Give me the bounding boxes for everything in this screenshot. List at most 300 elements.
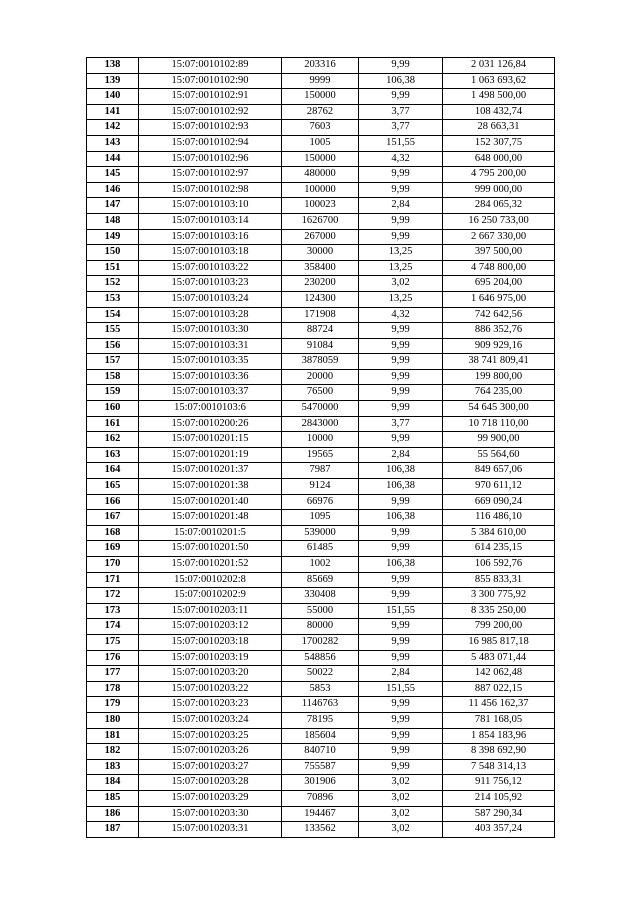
cost-value-cell: 403 357,24 bbox=[443, 822, 555, 838]
row-number-cell: 138 bbox=[87, 58, 139, 74]
cost-value-cell: 1 854 183,96 bbox=[443, 728, 555, 744]
cadastral-number-cell: 15:07:0010203:25 bbox=[139, 728, 282, 744]
rate-value-cell: 151,55 bbox=[359, 681, 443, 697]
rate-value-cell: 106,38 bbox=[359, 557, 443, 573]
table-row bbox=[87, 697, 555, 713]
cost-value-cell: 99 900,00 bbox=[443, 432, 555, 448]
row-number-cell: 179 bbox=[87, 697, 139, 713]
cost-value-cell: 886 352,76 bbox=[443, 323, 555, 339]
table-row bbox=[87, 432, 555, 448]
rate-value-cell: 106,38 bbox=[359, 510, 443, 526]
area-value-cell: 55000 bbox=[282, 603, 359, 619]
row-number-cell: 178 bbox=[87, 681, 139, 697]
rate-value-cell: 3,02 bbox=[359, 822, 443, 838]
row-number-cell: 182 bbox=[87, 744, 139, 760]
table-row bbox=[87, 338, 555, 354]
cadastral-number-cell: 15:07:0010103:10 bbox=[139, 198, 282, 214]
row-number-cell: 181 bbox=[87, 728, 139, 744]
cost-value-cell: 2 667 330,00 bbox=[443, 229, 555, 245]
table-row bbox=[87, 307, 555, 323]
row-number-cell: 145 bbox=[87, 167, 139, 183]
rate-value-cell: 9,99 bbox=[359, 432, 443, 448]
rate-value-cell: 9,99 bbox=[359, 182, 443, 198]
cost-value-cell: 7 548 314,13 bbox=[443, 759, 555, 775]
cadastral-number-cell: 15:07:0010201:37 bbox=[139, 463, 282, 479]
table-row bbox=[87, 744, 555, 760]
rate-value-cell: 9,99 bbox=[359, 58, 443, 74]
area-value-cell: 80000 bbox=[282, 619, 359, 635]
cost-value-cell: 397 500,00 bbox=[443, 245, 555, 261]
cadastral-number-cell: 15:07:0010203:20 bbox=[139, 666, 282, 682]
area-value-cell: 91084 bbox=[282, 338, 359, 354]
table-row bbox=[87, 572, 555, 588]
row-number-cell: 172 bbox=[87, 588, 139, 604]
area-value-cell: 50022 bbox=[282, 666, 359, 682]
row-number-cell: 162 bbox=[87, 432, 139, 448]
table-row bbox=[87, 369, 555, 385]
area-value-cell: 78195 bbox=[282, 712, 359, 728]
table-row bbox=[87, 198, 555, 214]
cadastral-number-cell: 15:07:0010103:30 bbox=[139, 323, 282, 339]
row-number-cell: 150 bbox=[87, 245, 139, 261]
cost-value-cell: 1 646 975,00 bbox=[443, 291, 555, 307]
cost-value-cell: 16 985 817,18 bbox=[443, 634, 555, 650]
area-value-cell: 76500 bbox=[282, 385, 359, 401]
cadastral-number-cell: 15:07:0010203:26 bbox=[139, 744, 282, 760]
area-value-cell: 85669 bbox=[282, 572, 359, 588]
area-value-cell: 61485 bbox=[282, 541, 359, 557]
area-value-cell: 20000 bbox=[282, 369, 359, 385]
rate-value-cell: 4,32 bbox=[359, 151, 443, 167]
rate-value-cell: 2,84 bbox=[359, 198, 443, 214]
table-row bbox=[87, 276, 555, 292]
row-number-cell: 166 bbox=[87, 494, 139, 510]
cost-value-cell: 199 800,00 bbox=[443, 369, 555, 385]
cost-value-cell: 10 718 110,00 bbox=[443, 416, 555, 432]
table-row bbox=[87, 213, 555, 229]
table-row bbox=[87, 401, 555, 417]
row-number-cell: 139 bbox=[87, 73, 139, 89]
cost-value-cell: 11 456 162,37 bbox=[443, 697, 555, 713]
area-value-cell: 66976 bbox=[282, 494, 359, 510]
cost-value-cell: 16 250 733,00 bbox=[443, 213, 555, 229]
row-number-cell: 144 bbox=[87, 151, 139, 167]
cost-value-cell: 1 498 500,00 bbox=[443, 89, 555, 105]
row-number-cell: 153 bbox=[87, 291, 139, 307]
cadastral-number-cell: 15:07:0010102:94 bbox=[139, 135, 282, 151]
table-row bbox=[87, 354, 555, 370]
area-value-cell: 755587 bbox=[282, 759, 359, 775]
cadastral-number-cell: 15:07:0010103:31 bbox=[139, 338, 282, 354]
cost-value-cell: 999 000,00 bbox=[443, 182, 555, 198]
table-row bbox=[87, 167, 555, 183]
table-row bbox=[87, 634, 555, 650]
cost-value-cell: 4 795 200,00 bbox=[443, 167, 555, 183]
row-number-cell: 169 bbox=[87, 541, 139, 557]
area-value-cell: 7987 bbox=[282, 463, 359, 479]
cadastral-number-cell: 15:07:0010203:30 bbox=[139, 806, 282, 822]
rate-value-cell: 2,84 bbox=[359, 666, 443, 682]
rate-value-cell: 9,99 bbox=[359, 619, 443, 635]
rate-value-cell: 151,55 bbox=[359, 603, 443, 619]
rate-value-cell: 13,25 bbox=[359, 291, 443, 307]
cost-value-cell: 781 168,05 bbox=[443, 712, 555, 728]
table-row bbox=[87, 120, 555, 136]
table-row bbox=[87, 447, 555, 463]
table-row bbox=[87, 385, 555, 401]
cost-value-cell: 855 833,31 bbox=[443, 572, 555, 588]
row-number-cell: 147 bbox=[87, 198, 139, 214]
cadastral-number-cell: 15:07:0010201:5 bbox=[139, 525, 282, 541]
row-number-cell: 165 bbox=[87, 479, 139, 495]
cost-value-cell: 648 000,00 bbox=[443, 151, 555, 167]
rate-value-cell: 9,99 bbox=[359, 213, 443, 229]
table-row bbox=[87, 775, 555, 791]
table-row bbox=[87, 806, 555, 822]
cost-value-cell: 1 063 693,62 bbox=[443, 73, 555, 89]
cadastral-number-cell: 15:07:0010102:93 bbox=[139, 120, 282, 136]
row-number-cell: 167 bbox=[87, 510, 139, 526]
cadastral-number-cell: 15:07:0010203:28 bbox=[139, 775, 282, 791]
cost-value-cell: 911 756,12 bbox=[443, 775, 555, 791]
cost-value-cell: 614 235,15 bbox=[443, 541, 555, 557]
cadastral-number-cell: 15:07:0010202:8 bbox=[139, 572, 282, 588]
cost-value-cell: 55 564,60 bbox=[443, 447, 555, 463]
table-row bbox=[87, 650, 555, 666]
cadastral-number-cell: 15:07:0010201:38 bbox=[139, 479, 282, 495]
cost-value-cell: 108 432,74 bbox=[443, 104, 555, 120]
table-row bbox=[87, 525, 555, 541]
rate-value-cell: 9,99 bbox=[359, 229, 443, 245]
row-number-cell: 160 bbox=[87, 401, 139, 417]
row-number-cell: 168 bbox=[87, 525, 139, 541]
row-number-cell: 171 bbox=[87, 572, 139, 588]
cost-value-cell: 669 090,24 bbox=[443, 494, 555, 510]
cadastral-number-cell: 15:07:0010102:89 bbox=[139, 58, 282, 74]
cost-value-cell: 8 398 692,90 bbox=[443, 744, 555, 760]
cost-value-cell: 284 065,32 bbox=[443, 198, 555, 214]
rate-value-cell: 9,99 bbox=[359, 385, 443, 401]
table-row bbox=[87, 151, 555, 167]
area-value-cell: 7603 bbox=[282, 120, 359, 136]
rate-value-cell: 9,99 bbox=[359, 650, 443, 666]
cadastral-number-cell: 15:07:0010103:23 bbox=[139, 276, 282, 292]
table-row bbox=[87, 666, 555, 682]
table-row bbox=[87, 135, 555, 151]
area-value-cell: 330408 bbox=[282, 588, 359, 604]
rate-value-cell: 13,25 bbox=[359, 245, 443, 261]
row-number-cell: 183 bbox=[87, 759, 139, 775]
area-value-cell: 1002 bbox=[282, 557, 359, 573]
row-number-cell: 176 bbox=[87, 650, 139, 666]
cost-value-cell: 970 611,12 bbox=[443, 479, 555, 495]
cost-value-cell: 142 062,48 bbox=[443, 666, 555, 682]
row-number-cell: 159 bbox=[87, 385, 139, 401]
area-value-cell: 124300 bbox=[282, 291, 359, 307]
parcel-table bbox=[86, 57, 555, 838]
rate-value-cell: 13,25 bbox=[359, 260, 443, 276]
rate-value-cell: 9,99 bbox=[359, 634, 443, 650]
rate-value-cell: 151,55 bbox=[359, 135, 443, 151]
rate-value-cell: 9,99 bbox=[359, 744, 443, 760]
rate-value-cell: 9,99 bbox=[359, 588, 443, 604]
cadastral-number-cell: 15:07:0010200:26 bbox=[139, 416, 282, 432]
row-number-cell: 154 bbox=[87, 307, 139, 323]
cadastral-number-cell: 15:07:0010201:52 bbox=[139, 557, 282, 573]
cadastral-number-cell: 15:07:0010103:36 bbox=[139, 369, 282, 385]
area-value-cell: 548856 bbox=[282, 650, 359, 666]
row-number-cell: 187 bbox=[87, 822, 139, 838]
parcel-table-body bbox=[87, 58, 555, 838]
cost-value-cell: 5 483 071,44 bbox=[443, 650, 555, 666]
area-value-cell: 5853 bbox=[282, 681, 359, 697]
area-value-cell: 840710 bbox=[282, 744, 359, 760]
row-number-cell: 156 bbox=[87, 338, 139, 354]
area-value-cell: 1700282 bbox=[282, 634, 359, 650]
area-value-cell: 194467 bbox=[282, 806, 359, 822]
document-page bbox=[86, 57, 554, 838]
row-number-cell: 155 bbox=[87, 323, 139, 339]
cadastral-number-cell: 15:07:0010103:18 bbox=[139, 245, 282, 261]
rate-value-cell: 2,84 bbox=[359, 447, 443, 463]
area-value-cell: 1005 bbox=[282, 135, 359, 151]
rate-value-cell: 3,02 bbox=[359, 806, 443, 822]
table-row bbox=[87, 541, 555, 557]
row-number-cell: 143 bbox=[87, 135, 139, 151]
table-row bbox=[87, 603, 555, 619]
rate-value-cell: 9,99 bbox=[359, 494, 443, 510]
cost-value-cell: 887 022,15 bbox=[443, 681, 555, 697]
cost-value-cell: 2 031 126,84 bbox=[443, 58, 555, 74]
table-row bbox=[87, 182, 555, 198]
row-number-cell: 142 bbox=[87, 120, 139, 136]
cadastral-number-cell: 15:07:0010203:11 bbox=[139, 603, 282, 619]
cost-value-cell: 116 486,10 bbox=[443, 510, 555, 526]
cadastral-number-cell: 15:07:0010203:19 bbox=[139, 650, 282, 666]
rate-value-cell: 9,99 bbox=[359, 401, 443, 417]
rate-value-cell: 3,02 bbox=[359, 790, 443, 806]
table-row bbox=[87, 557, 555, 573]
cadastral-number-cell: 15:07:0010201:50 bbox=[139, 541, 282, 557]
cost-value-cell: 742 642,56 bbox=[443, 307, 555, 323]
area-value-cell: 30000 bbox=[282, 245, 359, 261]
cadastral-number-cell: 15:07:0010102:97 bbox=[139, 167, 282, 183]
cost-value-cell: 909 929,16 bbox=[443, 338, 555, 354]
area-value-cell: 203316 bbox=[282, 58, 359, 74]
row-number-cell: 164 bbox=[87, 463, 139, 479]
cadastral-number-cell: 15:07:0010103:16 bbox=[139, 229, 282, 245]
area-value-cell: 2843000 bbox=[282, 416, 359, 432]
rate-value-cell: 9,99 bbox=[359, 338, 443, 354]
area-value-cell: 1095 bbox=[282, 510, 359, 526]
cost-value-cell: 152 307,75 bbox=[443, 135, 555, 151]
cadastral-number-cell: 15:07:0010203:22 bbox=[139, 681, 282, 697]
table-row bbox=[87, 479, 555, 495]
cost-value-cell: 764 235,00 bbox=[443, 385, 555, 401]
cadastral-number-cell: 15:07:0010203:24 bbox=[139, 712, 282, 728]
rate-value-cell: 9,99 bbox=[359, 525, 443, 541]
cost-value-cell: 3 300 775,92 bbox=[443, 588, 555, 604]
table-row bbox=[87, 260, 555, 276]
table-row bbox=[87, 58, 555, 74]
row-number-cell: 141 bbox=[87, 104, 139, 120]
row-number-cell: 173 bbox=[87, 603, 139, 619]
cadastral-number-cell: 15:07:0010203:27 bbox=[139, 759, 282, 775]
cadastral-number-cell: 15:07:0010203:23 bbox=[139, 697, 282, 713]
table-row bbox=[87, 712, 555, 728]
table-row bbox=[87, 89, 555, 105]
area-value-cell: 133562 bbox=[282, 822, 359, 838]
table-row bbox=[87, 73, 555, 89]
cadastral-number-cell: 15:07:0010102:96 bbox=[139, 151, 282, 167]
area-value-cell: 3878059 bbox=[282, 354, 359, 370]
cost-value-cell: 5 384 610,00 bbox=[443, 525, 555, 541]
table-row bbox=[87, 494, 555, 510]
area-value-cell: 100023 bbox=[282, 198, 359, 214]
rate-value-cell: 3,77 bbox=[359, 416, 443, 432]
area-value-cell: 1626700 bbox=[282, 213, 359, 229]
rate-value-cell: 106,38 bbox=[359, 479, 443, 495]
cadastral-number-cell: 15:07:0010203:12 bbox=[139, 619, 282, 635]
area-value-cell: 70896 bbox=[282, 790, 359, 806]
table-row bbox=[87, 619, 555, 635]
row-number-cell: 152 bbox=[87, 276, 139, 292]
cadastral-number-cell: 15:07:0010102:92 bbox=[139, 104, 282, 120]
cadastral-number-cell: 15:07:0010102:98 bbox=[139, 182, 282, 198]
row-number-cell: 158 bbox=[87, 369, 139, 385]
row-number-cell: 140 bbox=[87, 89, 139, 105]
cadastral-number-cell: 15:07:0010103:35 bbox=[139, 354, 282, 370]
cost-value-cell: 799 200,00 bbox=[443, 619, 555, 635]
table-row bbox=[87, 323, 555, 339]
area-value-cell: 480000 bbox=[282, 167, 359, 183]
cadastral-number-cell: 15:07:0010103:37 bbox=[139, 385, 282, 401]
row-number-cell: 151 bbox=[87, 260, 139, 276]
cost-value-cell: 38 741 809,41 bbox=[443, 354, 555, 370]
cost-value-cell: 4 748 800,00 bbox=[443, 260, 555, 276]
table-row bbox=[87, 588, 555, 604]
cost-value-cell: 8 335 250,00 bbox=[443, 603, 555, 619]
area-value-cell: 358400 bbox=[282, 260, 359, 276]
cadastral-number-cell: 15:07:0010201:15 bbox=[139, 432, 282, 448]
row-number-cell: 184 bbox=[87, 775, 139, 791]
table-row bbox=[87, 416, 555, 432]
row-number-cell: 146 bbox=[87, 182, 139, 198]
rate-value-cell: 3,02 bbox=[359, 775, 443, 791]
area-value-cell: 1146763 bbox=[282, 697, 359, 713]
table-row bbox=[87, 463, 555, 479]
area-value-cell: 539000 bbox=[282, 525, 359, 541]
area-value-cell: 28762 bbox=[282, 104, 359, 120]
cost-value-cell: 214 105,92 bbox=[443, 790, 555, 806]
rate-value-cell: 106,38 bbox=[359, 73, 443, 89]
cadastral-number-cell: 15:07:0010103:6 bbox=[139, 401, 282, 417]
row-number-cell: 186 bbox=[87, 806, 139, 822]
table-row bbox=[87, 245, 555, 261]
area-value-cell: 301906 bbox=[282, 775, 359, 791]
cost-value-cell: 28 663,31 bbox=[443, 120, 555, 136]
rate-value-cell: 3,77 bbox=[359, 104, 443, 120]
cadastral-number-cell: 15:07:0010102:91 bbox=[139, 89, 282, 105]
area-value-cell: 230200 bbox=[282, 276, 359, 292]
table-row bbox=[87, 510, 555, 526]
table-row bbox=[87, 291, 555, 307]
table-row bbox=[87, 790, 555, 806]
row-number-cell: 177 bbox=[87, 666, 139, 682]
cost-value-cell: 54 645 300,00 bbox=[443, 401, 555, 417]
rate-value-cell: 9,99 bbox=[359, 89, 443, 105]
cadastral-number-cell: 15:07:0010103:28 bbox=[139, 307, 282, 323]
table-row bbox=[87, 728, 555, 744]
row-number-cell: 180 bbox=[87, 712, 139, 728]
rate-value-cell: 9,99 bbox=[359, 759, 443, 775]
area-value-cell: 88724 bbox=[282, 323, 359, 339]
rate-value-cell: 3,02 bbox=[359, 276, 443, 292]
rate-value-cell: 106,38 bbox=[359, 463, 443, 479]
rate-value-cell: 9,99 bbox=[359, 369, 443, 385]
area-value-cell: 9124 bbox=[282, 479, 359, 495]
rate-value-cell: 9,99 bbox=[359, 354, 443, 370]
rate-value-cell: 9,99 bbox=[359, 541, 443, 557]
row-number-cell: 163 bbox=[87, 447, 139, 463]
rate-value-cell: 9,99 bbox=[359, 572, 443, 588]
area-value-cell: 5470000 bbox=[282, 401, 359, 417]
area-value-cell: 171908 bbox=[282, 307, 359, 323]
cost-value-cell: 106 592,76 bbox=[443, 557, 555, 573]
table-row bbox=[87, 229, 555, 245]
rate-value-cell: 4,32 bbox=[359, 307, 443, 323]
cadastral-number-cell: 15:07:0010201:40 bbox=[139, 494, 282, 510]
area-value-cell: 150000 bbox=[282, 89, 359, 105]
area-value-cell: 150000 bbox=[282, 151, 359, 167]
row-number-cell: 148 bbox=[87, 213, 139, 229]
row-number-cell: 149 bbox=[87, 229, 139, 245]
rate-value-cell: 9,99 bbox=[359, 728, 443, 744]
area-value-cell: 9999 bbox=[282, 73, 359, 89]
cost-value-cell: 587 290,34 bbox=[443, 806, 555, 822]
cadastral-number-cell: 15:07:0010102:90 bbox=[139, 73, 282, 89]
cadastral-number-cell: 15:07:0010103:24 bbox=[139, 291, 282, 307]
cost-value-cell: 849 657,06 bbox=[443, 463, 555, 479]
cadastral-number-cell: 15:07:0010103:14 bbox=[139, 213, 282, 229]
row-number-cell: 170 bbox=[87, 557, 139, 573]
area-value-cell: 100000 bbox=[282, 182, 359, 198]
table-row bbox=[87, 759, 555, 775]
area-value-cell: 10000 bbox=[282, 432, 359, 448]
rate-value-cell: 9,99 bbox=[359, 167, 443, 183]
area-value-cell: 19565 bbox=[282, 447, 359, 463]
table-row bbox=[87, 681, 555, 697]
rate-value-cell: 9,99 bbox=[359, 323, 443, 339]
cadastral-number-cell: 15:07:0010201:19 bbox=[139, 447, 282, 463]
area-value-cell: 267000 bbox=[282, 229, 359, 245]
cadastral-number-cell: 15:07:0010203:29 bbox=[139, 790, 282, 806]
row-number-cell: 174 bbox=[87, 619, 139, 635]
cost-value-cell: 695 204,00 bbox=[443, 276, 555, 292]
row-number-cell: 157 bbox=[87, 354, 139, 370]
rate-value-cell: 9,99 bbox=[359, 712, 443, 728]
cadastral-number-cell: 15:07:0010203:18 bbox=[139, 634, 282, 650]
rate-value-cell: 9,99 bbox=[359, 697, 443, 713]
cadastral-number-cell: 15:07:0010202:9 bbox=[139, 588, 282, 604]
cadastral-number-cell: 15:07:0010201:48 bbox=[139, 510, 282, 526]
rate-value-cell: 3,77 bbox=[359, 120, 443, 136]
cadastral-number-cell: 15:07:0010203:31 bbox=[139, 822, 282, 838]
row-number-cell: 175 bbox=[87, 634, 139, 650]
cadastral-number-cell: 15:07:0010103:22 bbox=[139, 260, 282, 276]
table-row bbox=[87, 104, 555, 120]
table-row bbox=[87, 822, 555, 838]
